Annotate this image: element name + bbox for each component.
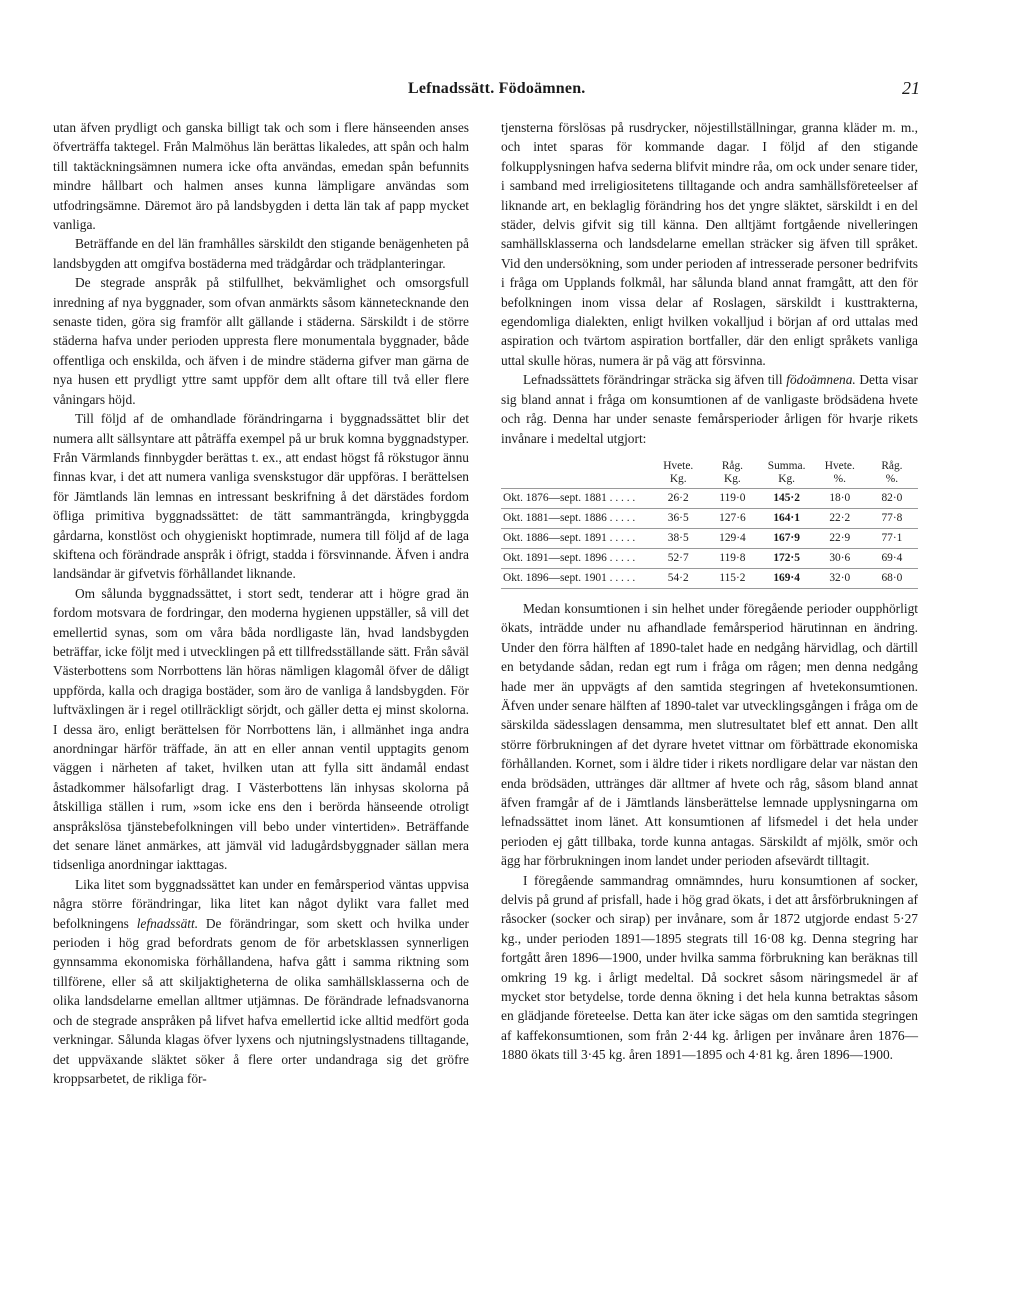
summa-kg-cell: 172·5 — [760, 548, 814, 568]
column-header-unit: Kg. — [669, 472, 687, 485]
column-header-unit: Kg. — [778, 472, 795, 485]
emphasis-fodoamnena: födoämnena. — [786, 372, 856, 388]
column-header — [501, 460, 651, 489]
hvete-kg-cell: 52·7 — [651, 548, 705, 568]
rag-kg-cell: 115·2 — [705, 568, 759, 588]
column-header-unit: Kg. — [724, 472, 741, 485]
column-header-label: Råg. — [881, 459, 903, 472]
column-header — [760, 460, 814, 489]
hvete-pct-cell: 30·6 — [814, 548, 866, 568]
page-header — [0, 78, 1024, 104]
paragraph: Om sålunda byggnadssättet, i stort sedt, tenderar att i högre grad än fordom motsvara de fordringar, den moderna hygienen uppställer, så vill det emellertid synas, som om våra båda nordligaste län, hvad landsbygden beträffar, icke följt med i utvecklingen på ett tillfredsställande sätt. Från såväl Västerbottens som Norrbottens län höras nämligen klagomål öfver de dåligt uppförda, kalla och dragiga bostäder, som äro de vanliga å landsbygden. För luftväxlingen är i regel otillräckligt sörjdt, och gäller detta ej minst skolorna. I dessa äro, enligt berättelsen för Norrbottens län, i allmänhet inga andra anordningar härför träffade, än att en eller annan ventil upptagits genom väggen i närheten af taket, hvilken utan att fylla sitt ändamål endast åstadkommer hälsofarligt drag. I Västerbottens län inhysas skolorna på åtskilliga ställen i rum, »som icke ens den i berörda hänseende otroligt anspråkslösa tjänstebefolkningen vill bebo under vintertiden». Beträffande det senare länet anmärkes, att jämväl vid ladugårdsbyggnader sällan mera tidsenliga anordningar iakttagas. — [53, 585, 469, 873]
rag-pct-cell: 82·0 — [866, 488, 918, 508]
rag-pct-cell: 68·0 — [866, 568, 918, 588]
hvete-pct-cell: 22·9 — [814, 528, 866, 548]
rag-pct-cell: 77·1 — [866, 528, 918, 548]
column-header — [705, 460, 759, 489]
table-row — [501, 548, 918, 568]
column-header — [866, 460, 918, 489]
column-header-label: Hvete. — [824, 459, 855, 472]
paragraph — [501, 370, 918, 448]
paragraph-text: Detta visar sig bland annat i fråga om konsumtionen af de vanligaste brödsädena hvete och råg. Denna har under senaste femårsperioder årligen för hvarje rikets invånare i medeltal utgjort: — [501, 372, 918, 446]
rag-pct-cell: 77·8 — [866, 508, 918, 528]
period-cell: Okt. 1881—sept. 1886 . . . . . — [501, 508, 651, 528]
table-row — [501, 508, 918, 528]
emphasis-lefnadssatt: lefnadssätt. — [136, 915, 199, 931]
paragraph: Medan konsumtionen i sin helhet under föregående perioder oupphörligt ökats, inträdde under nu afhandlade femårsperiod härutinnan en ändring. Under den förra hälften af 1890-talet hade en nedgång härvidlag, och därtill en betydande sådan, redan egt rum i fråga om rågen; men denna nedgång hade mer än uppvägts af den samtida stegringen af hvetekonsumtionen. Äfven under senare hälften af 1890-talet var utvecklingsgången i fråga om de särskilda sädesslagen densamma, men slutresultatet blef ett annat. Den allt större förbrukningen af det dyrare hvetet vittnar om förbättrade ekonomiska förhållanden. Kornet, som i äldre tider i rikets nordligare delar var nästan den enda brödsäden, uttränges där alltmer af hvete och råg, såsom bland annat äfven framgår af de i Jämtlands länsberättelse lemnade upplysningarna om lefnadssättet inom länet. Att konsumtionen af lifsmedel i det hela under perioden ej gått tillbaka, torde kunna antagas. Särskildt af mjölk, smör och ägg har förbrukningen inom landet under perioden afsevärdt tilltagit. — [501, 600, 918, 869]
summa-kg-cell: 167·9 — [760, 528, 814, 548]
hvete-kg-cell: 38·5 — [651, 528, 705, 548]
paragraph-text: De förändringar, som skett och hvilka under perioden i hög grad befordrats genom de för arbetsklassen synnerligen gynnsamma ekonomiska förhållandena, hafva gått i samma riktning som tillförene, eller så att skiljaktigheterna de olika samhällsklasserna och de olika landsdelarne emellan alltmer utjämnas. De förändrade lefnadsvanorna och de stegrade anspråken på lifvet hafva emellertid icke alltid medfört goda verkningar. Sålunda klagas öfver lyxens och njutningslystnadens tilltagande, det uppväxande släktet söker å flere orter undandraga sig det gröfre kroppsarbetet, de rikliga för- — [53, 915, 469, 1086]
left-column — [53, 118, 469, 1088]
table-row — [501, 568, 918, 588]
hvete-pct-cell: 18·0 — [814, 488, 866, 508]
column-header-label: Summa. — [767, 459, 806, 472]
column-header-unit: %. — [885, 472, 899, 485]
table-row — [501, 528, 918, 548]
summa-kg-cell: 145·2 — [760, 488, 814, 508]
period-cell: Okt. 1886—sept. 1891 . . . . . — [501, 528, 651, 548]
rag-pct-cell: 69·4 — [866, 548, 918, 568]
paragraph: Beträffande en del län framhålles särskildt den stigande benägenheten på landsbygden att omgifva bostäderna med trädgårdar och trädplanteringar. — [53, 236, 469, 271]
paragraph: utan äfven prydligt och ganska billigt tak och som i flere hänseenden anses öfverträffa taktegel. Från Malmöhus län berättas likaledes, att spån och halm till taktäckningsämnen numera icke ofta användas, emedan spån befunnits mindre hållbart och halmen anses kunna lämpligare användas som utfodringsämne. Däremot äro på landsbygden i detta län tak af papp mycket vanliga. — [53, 120, 469, 233]
rag-kg-cell: 127·6 — [705, 508, 759, 528]
right-column — [501, 118, 918, 1065]
column-header-label: Råg. — [721, 459, 744, 472]
page-number: 21 — [902, 78, 920, 98]
column-header — [814, 460, 866, 489]
rag-kg-cell: 119·8 — [705, 548, 759, 568]
paragraph: I föregående sammandrag omnämndes, huru konsumtionen af socker, delvis på grund af prisfall, hade i hög grad ökats, i det att årsförbrukningen af råsocker (socker och sirap) per invånare, som år 1872 utgjorde endast 5·27 kg., under perioden 1891—1895 stegrats till 16·08 kg. Denna stegring har fortgått åren 1896—1900, under hvilka samma förbrukning kan beräknas till omkring 19 kg. i årligt medeltal. Då sockret såsom näringsmedel är af mycket stor betydelse, torde denna ökning i det hela kunna betraktas såsom en glädjande företeelse. Detta kan äter icke sägas om den samtida stegringen af kaffekonsumtionen, som från 2·44 kg. årligen per invånare åren 1876—1880 ökats till 3·45 kg. åren 1891—1895 och 4·81 kg. åren 1896—1900. — [501, 872, 918, 1063]
running-title: Lefnadssätt. Födoämnen. — [408, 80, 586, 97]
column-header-label: Hvete. — [663, 459, 694, 472]
summa-kg-cell: 164·1 — [760, 508, 814, 528]
rag-kg-cell: 129·4 — [705, 528, 759, 548]
hvete-kg-cell: 26·2 — [651, 488, 705, 508]
rag-kg-cell: 119·0 — [705, 488, 759, 508]
paragraph-text: Lefnadssättets förändringar sträcka sig äfven till — [523, 372, 787, 388]
period-cell: Okt. 1891—sept. 1896 . . . . . — [501, 548, 651, 568]
paragraph: De stegrade anspråk på stilfullhet, bekvämlighet och omsorgsfull inredning af nya byggnader, som ofvan anmärkts såsom kännetecknande den senaste tiden, göra sig framför allt gällande i städerna. Särskildt i de större städerna hafva under perioden uppresta flere monumentala byggnader, både offentliga och enskilda, och äfven i de mindre städerna gifver man gärna de nya husen ett prydligt yttre samt uppför dem allt oftare till två eller flere våningars höjd. — [53, 275, 469, 407]
consumption-table — [501, 460, 918, 589]
hvete-pct-cell: 22·2 — [814, 508, 866, 528]
column-header — [651, 460, 705, 489]
column-header-unit: %. — [833, 472, 846, 485]
hvete-kg-cell: 54·2 — [651, 568, 705, 588]
paragraph-text: Lika litet som byggnadssättet kan under en femårsperiod väntas uppvisa några större förändringar, lika litet kan något dylikt vara fallet med befolkningens — [53, 876, 469, 931]
table-header-row — [501, 460, 918, 489]
paragraph — [53, 875, 469, 1088]
period-cell: Okt. 1896—sept. 1901 . . . . . — [501, 568, 651, 588]
period-cell: Okt. 1876—sept. 1881 . . . . . — [501, 488, 651, 508]
summa-kg-cell: 169·4 — [760, 568, 814, 588]
table-row — [501, 488, 918, 508]
paragraph: tjensterna förslösas på rusdrycker, nöjestillställningar, granna kläder m. m., och intet sparas för kommande dagar. I följd af den stigande folkupplysningen hafva sederna blifvit mindre råa, om ock under senare tider, i samband med irreligiositetens tilltagande och andra samhällsföreteelser af liknande art, en beklaglig förändring hos det yngre släktet, särskildt i en del städer, delvis gifvit sig till känna. Den alltjämt fortgående nivelleringen samhällsklasserna och landsdelarne emellan sträcker sig äfven till språket. Vid den undersökning, som under perioden af intresserade personer bedrifvits i fråga om Upplands folkmål, har sålunda bland annat framgått, att den för befolkningen inom vissa delar af Roslagen, särskildt i kusttrakterna, egendomliga dialekten, enligt hvilken vokalljud i början af ord uttalas med aspiration och tvärtom aspiration bortfaller, där den enligt språkets vanliga uttal skulle höras, numera är på väg att försvinna. — [501, 120, 918, 368]
paragraph: Till följd af de omhandlade förändringarna i byggnadssättet blir det numera allt sällsyntare att påträffa exempel på ur bruk komna byggnadstyper. Från Värmlands finnbygder berättas t. ex., att endast högst få rökstugor ännu finnas kvar, i det att numera vanliga svenskstugor där uppföras. I berättelsen för Jämtlands län lemnas en intressant beskrifning å det därstädes fordom öfliga primitiva byggnadssättet: de tätt sammanträngda, kringbyggda gårdarna, konstlöst och ohygieniskt hoptimrade, numera till följd af de laga skiftena och förändrade anspråk i öfrigt, stadda i försvinnande. Äfven i andra landsändar är gifvetvis förhållandet liknande. — [53, 411, 469, 582]
hvete-pct-cell: 32·0 — [814, 568, 866, 588]
hvete-kg-cell: 36·5 — [651, 508, 705, 528]
consumption-table-block — [501, 460, 918, 589]
